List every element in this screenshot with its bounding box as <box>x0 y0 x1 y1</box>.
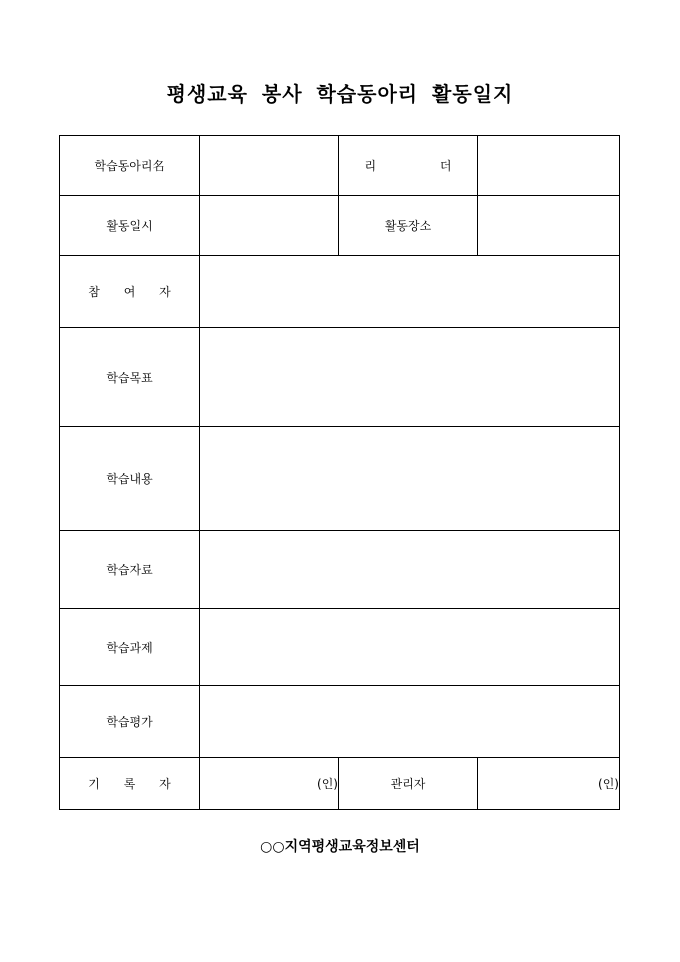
learning-content-field[interactable] <box>200 427 620 531</box>
learning-goal-field[interactable] <box>200 328 620 427</box>
participants-label: 참 여 자 <box>60 256 200 328</box>
issuing-center: ○○지역평생교육정보센터 <box>260 839 420 855</box>
learning-task-field[interactable] <box>200 609 620 686</box>
manager-seal-field[interactable] <box>478 758 620 810</box>
learning-goal-label: 학습목표 <box>60 328 200 427</box>
recorder-seal-field[interactable] <box>200 758 339 810</box>
row-learning-content <box>60 427 620 531</box>
manager-seal-mark: (인) <box>598 777 619 791</box>
learning-materials-label: 학습자료 <box>60 531 200 609</box>
learning-evaluation-label: 학습평가 <box>60 686 200 758</box>
learning-content-label: 학습내용 <box>60 427 200 531</box>
row-participants <box>60 256 620 328</box>
row-learning-evaluation <box>60 686 620 758</box>
recorder-seal-mark: (인) <box>317 777 338 791</box>
recorder-label: 기 록 자 <box>60 758 200 810</box>
leader-field[interactable] <box>478 136 620 196</box>
leader-label: 리 더 <box>339 136 478 196</box>
row-learning-goal <box>60 328 620 427</box>
row-learning-task <box>60 609 620 686</box>
manager-label: 관리자 <box>339 758 478 810</box>
row-datetime-place <box>60 196 620 256</box>
activity-place-label: 활동장소 <box>339 196 478 256</box>
activity-place-field[interactable] <box>478 196 620 256</box>
participants-field[interactable] <box>200 256 620 328</box>
learning-task-label: 학습과제 <box>60 609 200 686</box>
club-name-label: 학습동아리名 <box>60 136 200 196</box>
activity-datetime-label: 활동일시 <box>60 196 200 256</box>
learning-materials-field[interactable] <box>200 531 620 609</box>
row-signatures <box>60 758 620 810</box>
activity-log-table <box>59 135 620 810</box>
row-club-leader <box>60 136 620 196</box>
activity-datetime-field[interactable] <box>200 196 339 256</box>
row-learning-materials <box>60 531 620 609</box>
club-name-field[interactable] <box>200 136 339 196</box>
learning-evaluation-field[interactable] <box>200 686 620 758</box>
page-title: 평생교육 봉사 학습동아리 활동일지 <box>166 82 514 106</box>
